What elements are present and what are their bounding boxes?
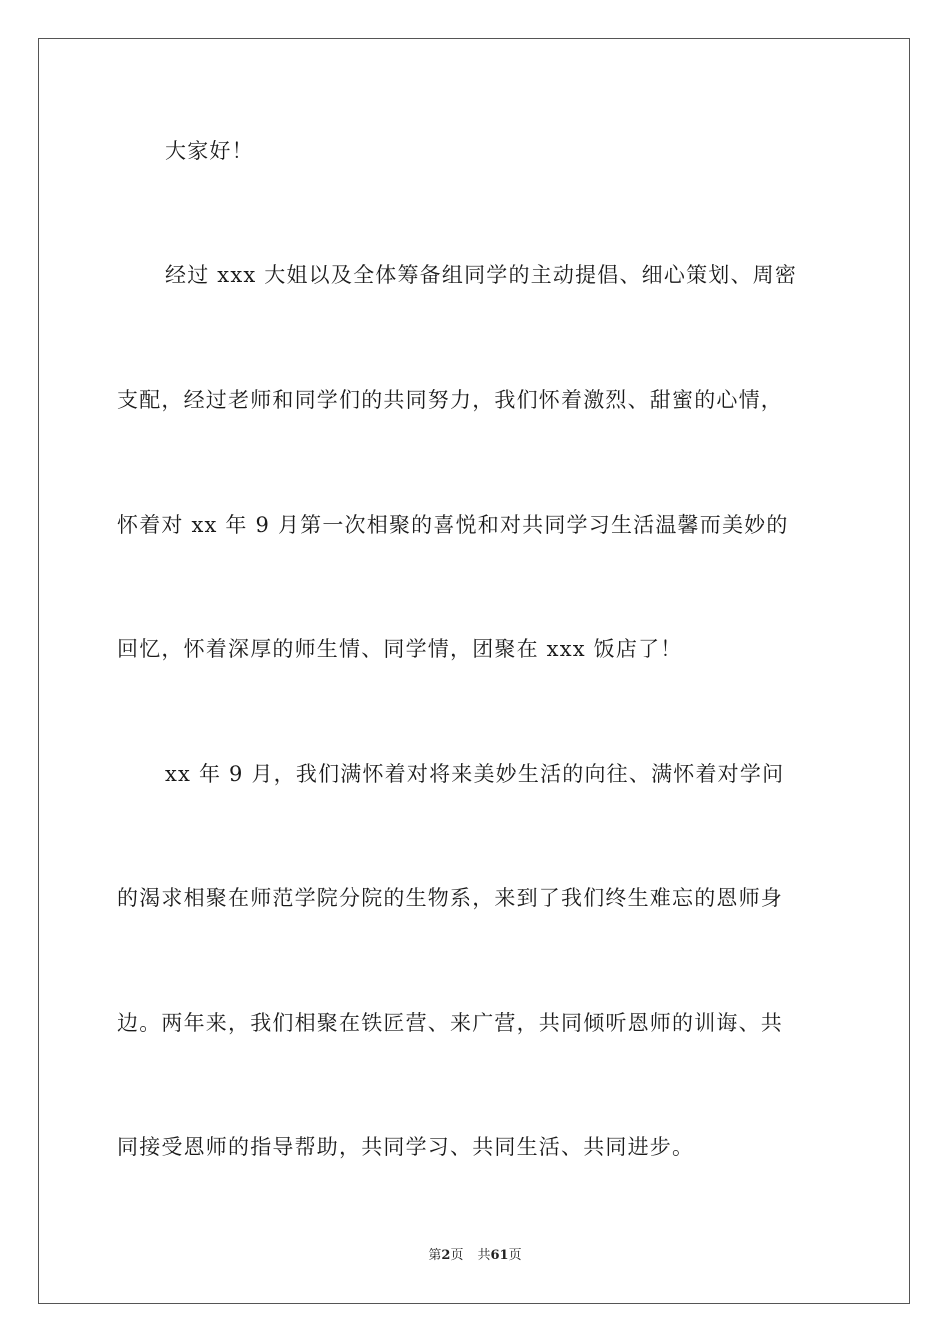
- page-label-prefix: 第: [428, 1248, 442, 1263]
- current-page-number: 2: [441, 1248, 451, 1263]
- paragraph-line: 怀着对 xx 年 9 月第一次相聚的喜悦和对共同学习生活温馨而美妙的: [117, 513, 789, 537]
- page-label-suffix: 页: [450, 1248, 464, 1263]
- total-label-prefix: 共: [477, 1248, 491, 1263]
- paragraph-line: 经过 xxx 大姐以及全体筹备组同学的主动提倡、细心策划、周密: [165, 263, 798, 287]
- paragraph-line: 支配，经过老师和同学们的共同努力，我们怀着激烈、甜蜜的心情，: [117, 388, 783, 412]
- total-page-count: 61: [490, 1248, 509, 1263]
- paragraph-line: 回忆，怀着深厚的师生情、同学情，团聚在 xxx 饭店了！: [117, 637, 683, 661]
- total-label-suffix: 页: [508, 1248, 522, 1263]
- greeting-line: 大家好！: [165, 139, 254, 163]
- page-border: [38, 38, 910, 1304]
- paragraph-line: xx 年 9 月，我们满怀着对将来美妙生活的向往、满怀着对学问: [165, 762, 785, 786]
- paragraph-line: 边。两年来，我们相聚在铁匠营、来广营，共同倾听恩师的训诲、共: [117, 1011, 783, 1035]
- paragraph-line: 同接受恩师的指导帮助，共同学习、共同生活、共同进步。: [117, 1135, 695, 1159]
- paragraph-line: 的渴求相聚在师范学院分院的生物系，来到了我们终生难忘的恩师身: [117, 886, 783, 910]
- page-footer: [0, 1246, 950, 1266]
